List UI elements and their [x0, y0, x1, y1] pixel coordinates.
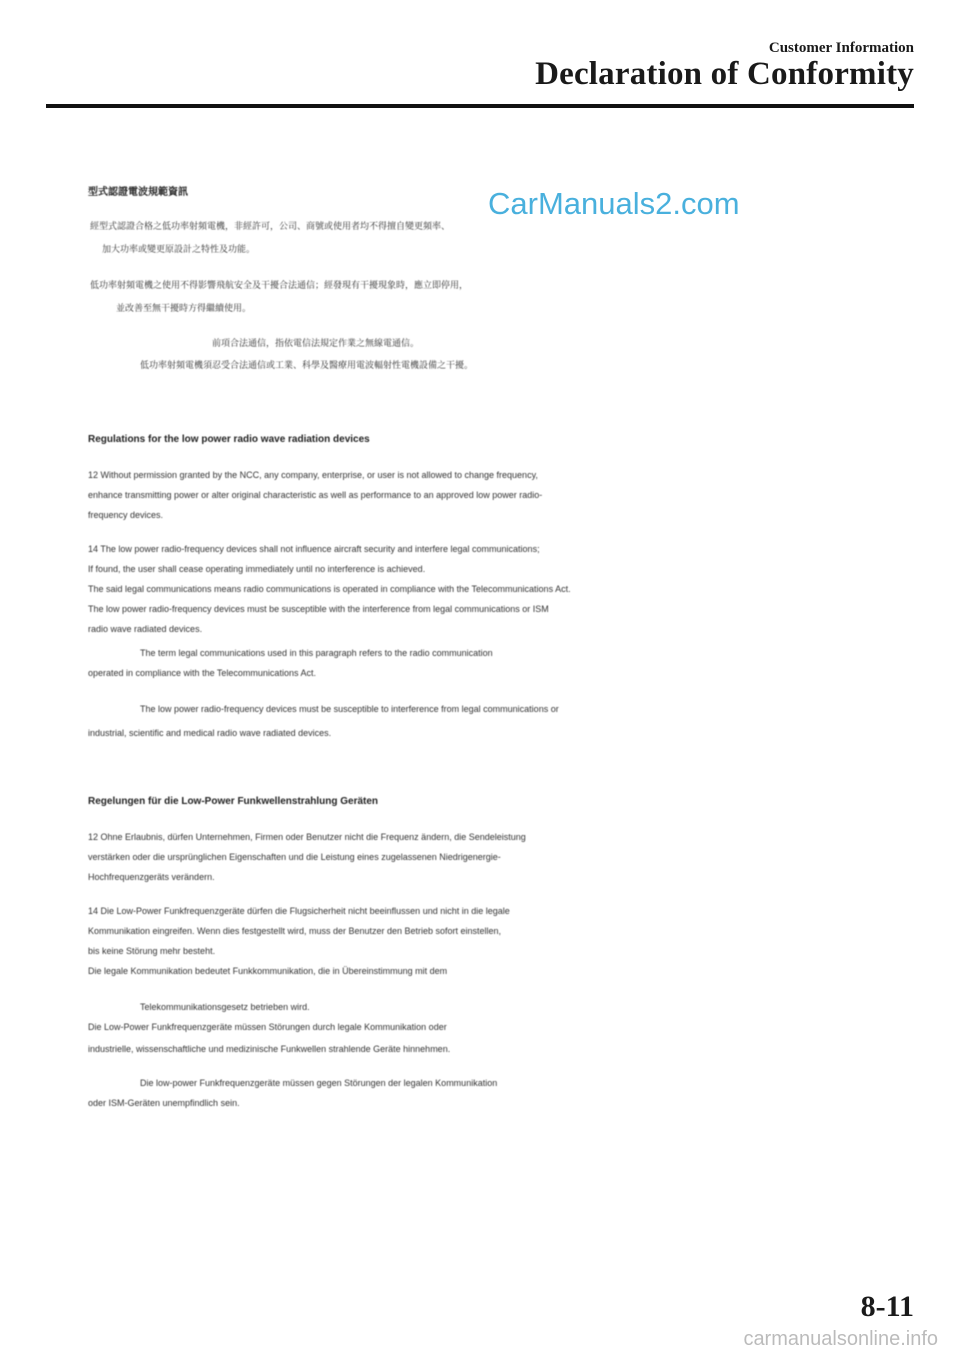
page-title: Declaration of Conformity — [535, 56, 914, 92]
paragraph-line: 12 Ohne Erlaubnis, dürfen Unternehmen, Firmen oder Benutzer nicht die Frequenz ändern, die Sendeleistung — [88, 832, 526, 842]
paragraph-line: enhance transmitting power or alter original characteristic as well as performance to an approved low power radio- — [88, 490, 543, 500]
watermark-logo: CarManuals2.com — [488, 186, 740, 221]
paragraph-line: Kommunikation eingreifen. Wenn dies festgestellt wird, muss der Benutzer den Betrieb sofort einstellen, — [88, 926, 502, 936]
header-divider — [46, 104, 914, 108]
paragraph-line: Die Low-Power Funkfrequenzgeräte müssen Störungen durch legale Kommunikation oder — [88, 1022, 447, 1032]
paragraph-line: 12 Without permission granted by the NCC, any company, enterprise, or user is not allowed to change frequency, — [88, 470, 538, 480]
paragraph-line: industrielle, wissenschaftliche und medizinische Funkwellen strahlende Geräte hinnehmen. — [88, 1044, 451, 1054]
page-number: 8-11 — [860, 1290, 914, 1323]
paragraph-line: industrial, scientific and medical radio wave radiated devices. — [88, 728, 332, 738]
footer-watermark: carmanualsonline.info — [743, 1328, 938, 1350]
paragraph-line: Hochfrequenzgeräts verändern. — [88, 872, 215, 882]
section-label: Customer Information — [768, 40, 914, 56]
paragraph-line: 前項合法通信，指依電信法規定作業之無線電通信。 — [212, 338, 420, 348]
paragraph-line: The term legal communications used in this paragraph refers to the radio communication — [140, 648, 493, 658]
paragraph-line: 加大功率或變更原設計之特性及功能。 — [102, 244, 256, 254]
paragraph-line: 14 Die Low-Power Funkfrequenzgeräte dürfen die Flugsicherheit nicht beeinflussen und nicht in die legale — [88, 906, 510, 916]
english-heading: Regulations for the low power radio wave radiation devices — [88, 434, 370, 445]
german-heading: Regelungen für die Low-Power Funkwellenstrahlung Geräten — [88, 796, 379, 807]
paragraph-line: Telekommunikationsgesetz betrieben wird. — [140, 1002, 310, 1012]
paragraph-line: Die low-power Funkfrequenzgeräte müssen gegen Störungen der legalen Kommunikation — [140, 1078, 498, 1088]
paragraph-line: 低功率射頻電機之使用不得影響飛航安全及干擾合法通信；經發現有干擾現象時，應立即停用， — [90, 280, 469, 290]
paragraph-line: The low power radio-frequency devices must be susceptible to interference from legal communications or — [140, 704, 559, 714]
paragraph-line: The low power radio-frequency devices must be susceptible with the interference from legal communications or ISM — [88, 604, 549, 614]
paragraph-line: verstärken oder die ursprünglichen Eigenschaften und die Leistung eines zugelassenen Niedrigenergie- — [88, 852, 501, 862]
paragraph-line: bis keine Störung mehr besteht. — [88, 946, 216, 956]
paragraph-line: radio wave radiated devices. — [88, 624, 203, 634]
paragraph-line: 經型式認證合格之低功率射頻電機，非經許可，公司、商號或使用者均不得擅自變更頻率、 — [90, 221, 451, 231]
cjk-heading: 型式認證電波規範資訊 — [88, 187, 188, 198]
paragraph-line: frequency devices. — [88, 510, 164, 520]
paragraph-line: 低功率射頻電機須忍受合法通信或工業、科學及醫療用電波輻射性電機設備之干擾。 — [140, 360, 474, 370]
paragraph-line: The said legal communications means radio communications is operated in compliance with the Telecommunications Act. — [88, 584, 571, 594]
paragraph-line: operated in compliance with the Telecommunications Act. — [88, 668, 316, 678]
paragraph-line: 14 The low power radio-frequency devices shall not influence aircraft security and interfere legal communications; — [88, 544, 540, 554]
paragraph-line: oder ISM-Geräten unempfindlich sein. — [88, 1098, 240, 1108]
paragraph-line: If found, the user shall cease operating immediately until no interference is achieved. — [88, 564, 426, 574]
paragraph-line: 並改善至無干擾時方得繼續使用。 — [116, 303, 252, 313]
paragraph-line: Die legale Kommunikation bedeutet Funkkommunikation, die in Übereinstimmung mit dem — [88, 966, 448, 976]
